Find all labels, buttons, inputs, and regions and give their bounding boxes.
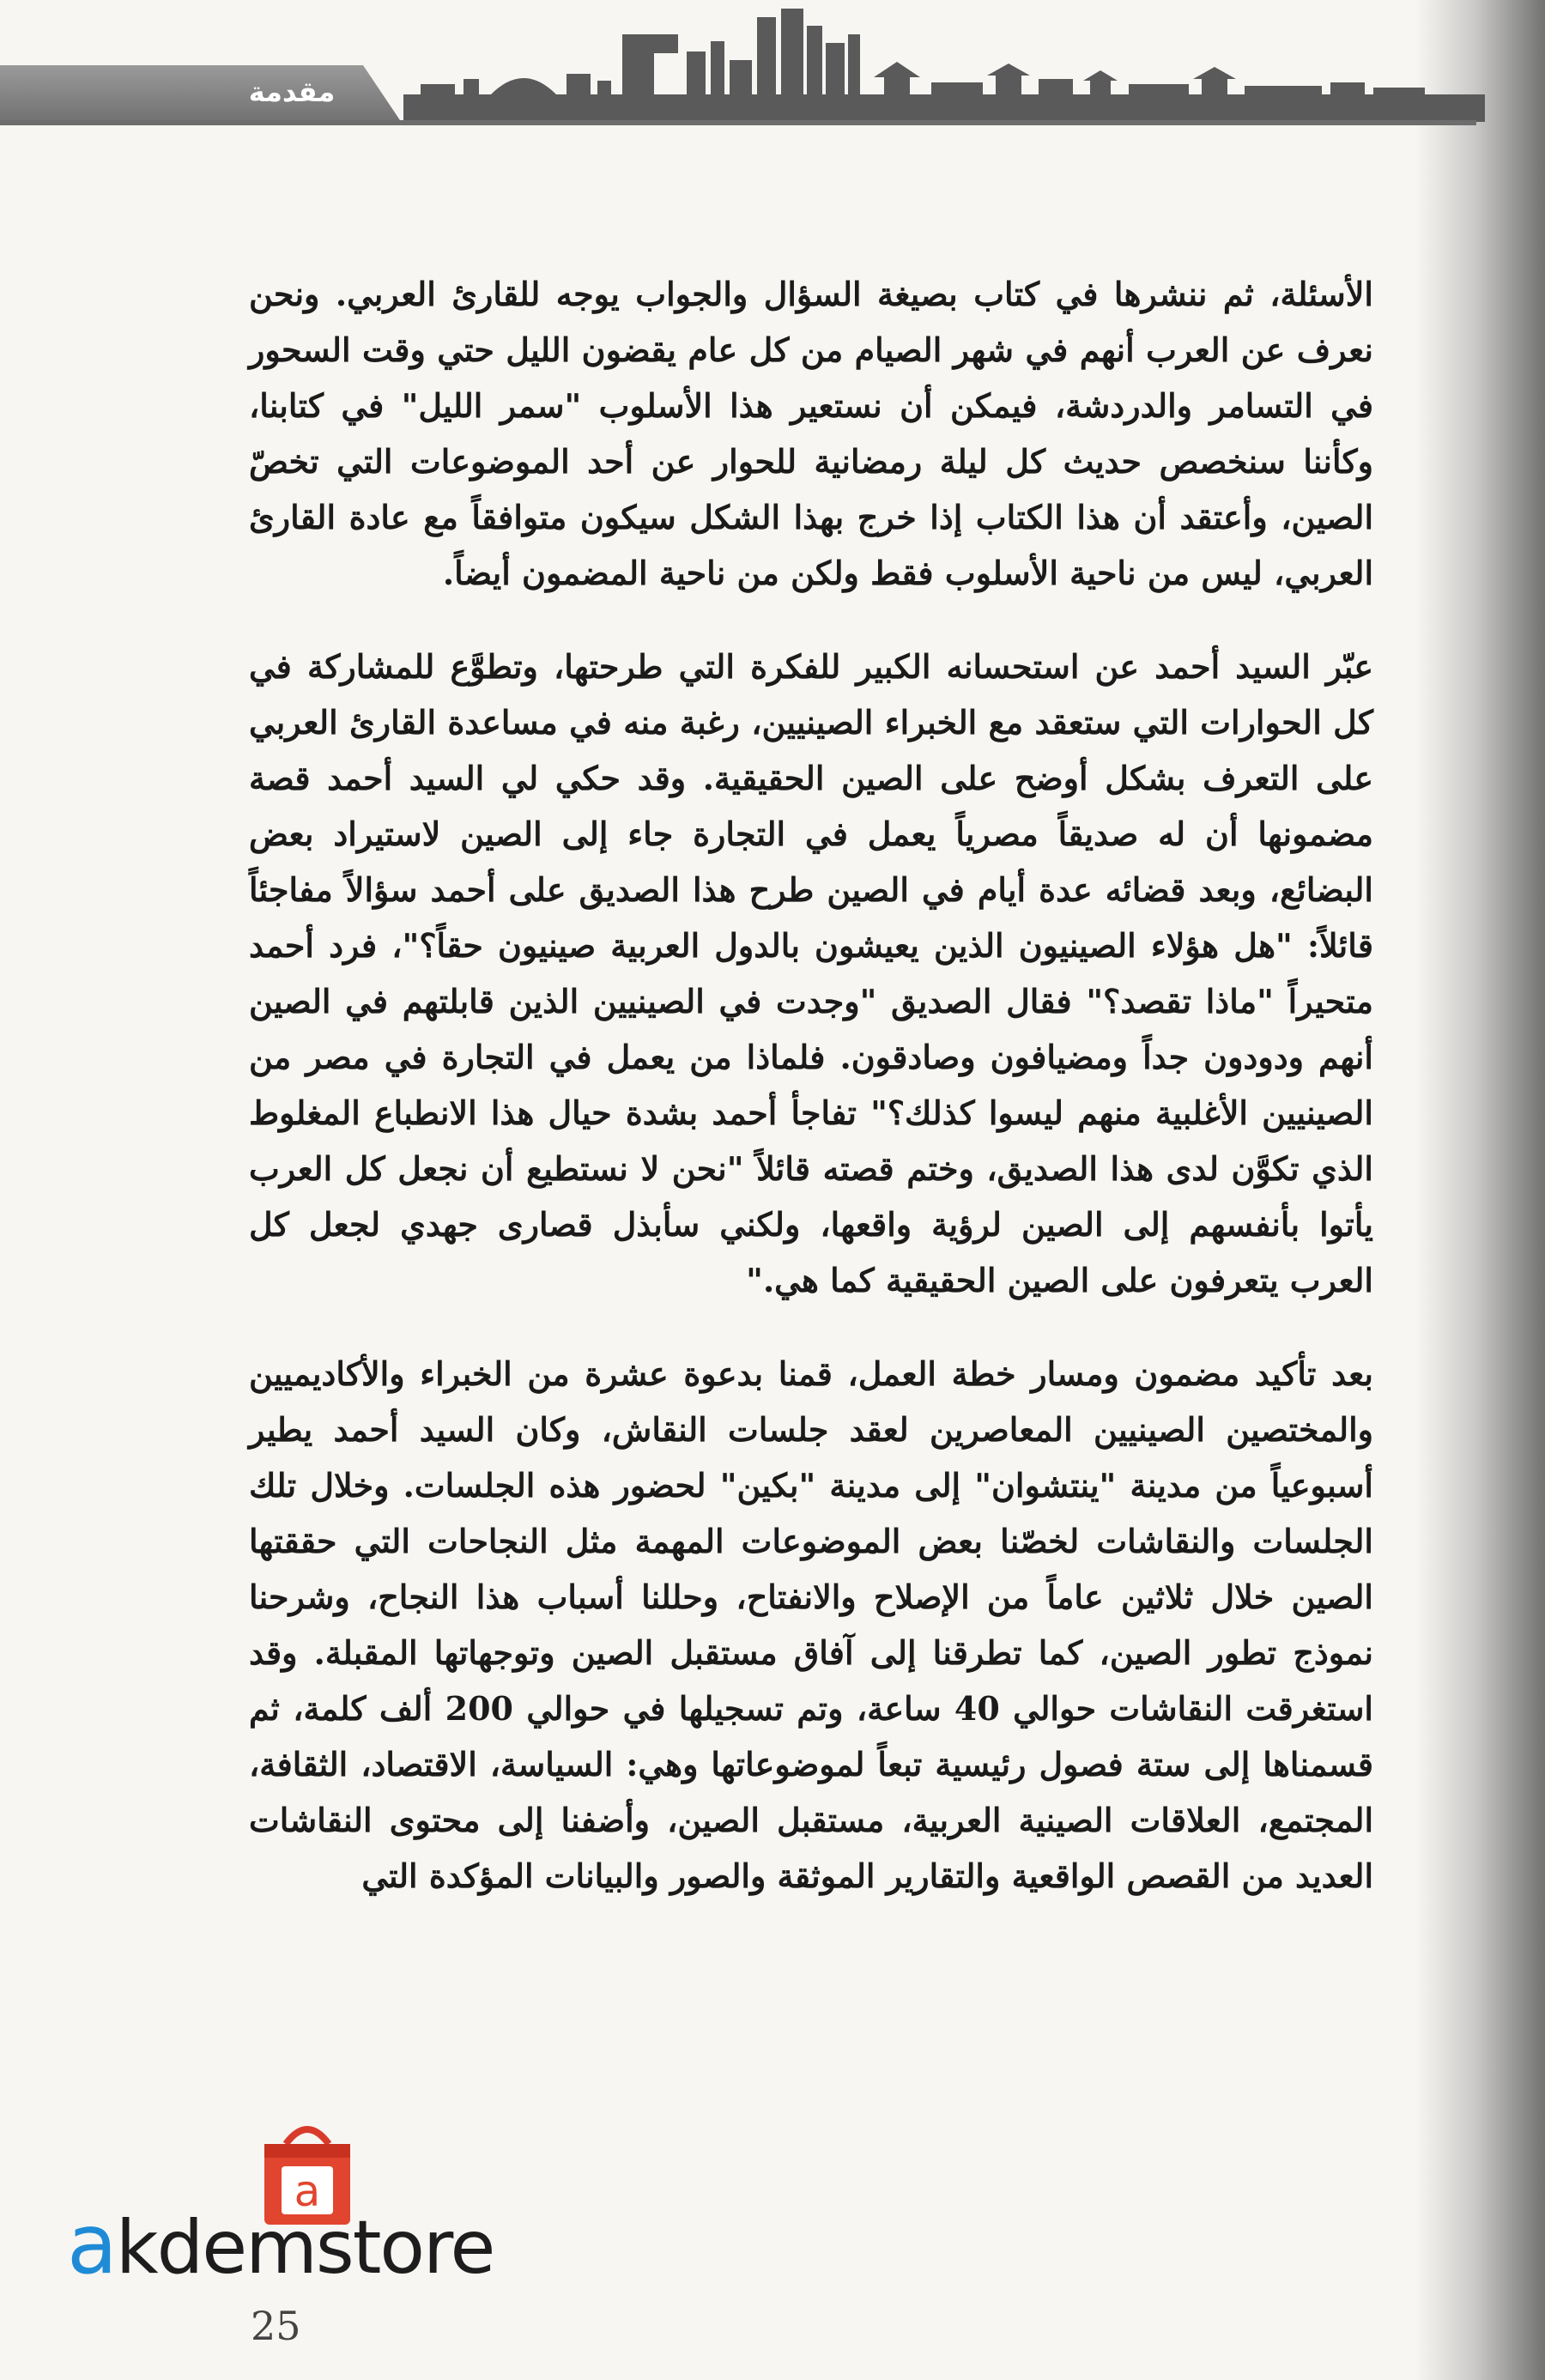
paragraph-3: بعد تأكيد مضمون ومسار خطة العمل، قمنا بدعوة عشرة من الخبراء والأكاديميين والمختصين الصينيين المعاصرين لعقد جلسات النقاش، وكان السيد أحمد يطير أسبوعياً من مدينة "ينتشوان" إلى مدينة "بكين" لحضور هذه الجلسات. وخلال تلك الجلسات والنقاشات لخصّنا بعض الموضوعات المهمة مثل النجاحات التي حققتها الصين خلال ثلاثين عاماً من الإصلاح والانفتاح، وحللنا أسباب هذا النجاح، وشرحنا نموذج تطور الصين، كما تطرقنا إلى آفاق مستقبل الصين وتوجهاتها المقبلة. وقد استغرقت النقاشات حوالي 40 ساعة، وتم تسجيلها في حوالي 200 ألف كلمة، ثم قسمناها إلى ستة فصول رئيسية تبعاً لموضوعاتها وهي: السياسة، الاقتصاد، الثقافة، المجتمع، العلاقات الصينية العربية، مستقبل الصين، وأضفنا إلى محتوى النقاشات العديد من القصص الواقعية والتقارير الموثقة والصور والبيانات المؤكدة التي (249, 1354, 1373, 1895)
page-number: 25 (251, 2303, 301, 2349)
paragraph-2: عبّر السيد أحمد عن استحسانه الكبير للفكرة التي طرحتها، وتطوَّع للمشاركة في كل الحوارات التي ستعقد مع الخبراء الصينيين، رغبة منه في مساعدة القارئ العربي على التعرف بشكل أوضح على الصين الحقيقية. وقد حكي لي السيد أحمد قصة مضمونها أن له صديقاً مصرياً يعمل في التجارة جاء إلى الصين لاستيراد بعض البضائع، وبعد قضائه عدة أيام في الصين طرح هذا الصديق على أحمد سؤالاً مفاجئاً قائلاً: "هل هؤلاء الصينيون الذين يعيشون بالدول العربية صينيون حقاً؟"، فرد أحمد متحيراً "ماذا تقصد؟" فقال الصديق "وجدت في الصينيين الذين قابلتهم في الصين أنهم ودودون جداً ومضيافون وصادقون. فلماذا من يعمل في التجارة في مصر من الصينيين الأغلبية منهم ليسوا كذلك؟" تفاجأ أحمد بشدة حيال هذا الانطباع المغلوط الذي تكوَّن لدى هذا الصديق، وختم قصته قائلاً "نحن لا نستطيع أن نجعل كل العرب يأتوا بأنفسهم إلى الصين لرؤية واقعها، ولكني سأبذل قصارى جهدي لجعل كل العرب يتعرفون على الصين الحقيقية كما هي." (249, 647, 1373, 1299)
store-watermark-logo (67, 2120, 548, 2292)
paragraph-1: الأسئلة، ثم ننشرها في كتاب بصيغة السؤال والجواب يوجه للقارئ العربي. ونحن نعرف عن العرب أنهم في شهر الصيام من كل عام يقضون الليل حتي وقت السحور في التسامر والدردشة، فيمكن أن نستعير هذا الأسلوب "سمر الليل" في كتابنا، وكأننا سنخصص حديث كل ليلة رمضانية للحوار عن أحد الموضوعات التي تخصّ الصين، وأعتقد أن هذا الكتاب إذا خرج بهذا الشكل سيكون متوافقاً مع عادة القارئ العربي، ليس من ناحية الأسلوب فقط ولكن من ناحية المضمون أيضاً. (249, 275, 1373, 592)
header-divider (0, 120, 1476, 125)
brand-initial: a (67, 2196, 116, 2292)
chapter-title: مقدمة (248, 76, 336, 108)
city-skyline-illustration (403, 0, 1485, 129)
brand-rest: kdemstore (115, 2205, 494, 2291)
svg-text:a: a (294, 2166, 321, 2216)
page-edge-shadow (1416, 0, 1545, 2380)
store-brand-name (67, 2196, 548, 2292)
body-text (249, 266, 1373, 1941)
